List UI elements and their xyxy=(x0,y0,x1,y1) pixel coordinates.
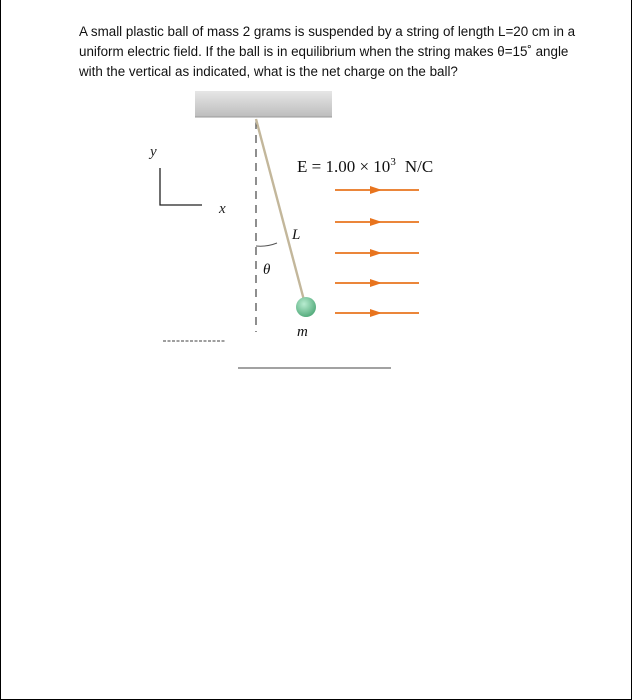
field-label-exponent: 3 xyxy=(390,156,396,168)
length-label: L xyxy=(292,227,301,243)
question-line-1: A small plastic ball of mass 2 grams is suspended by a string of length L=20 cm in a xyxy=(79,24,576,39)
angle-arc xyxy=(256,243,277,246)
axes-indicator xyxy=(160,168,202,205)
mass-label: m xyxy=(297,324,308,340)
field-arrows xyxy=(335,186,419,317)
axis-y-label: y xyxy=(150,144,157,160)
axis-x-label: x xyxy=(219,201,226,217)
field-arrow-4-head xyxy=(370,279,382,287)
field-label-unit: N/C xyxy=(404,157,434,176)
field-arrow-2-head xyxy=(370,218,382,226)
field-label xyxy=(297,156,433,176)
question-line-2: uniform electric field. If the ball is in equilibrium when the string makes θ=15˚ angle xyxy=(79,44,569,59)
question-line-3: with the vertical as indicated, what is the net charge on the ball? xyxy=(79,64,458,79)
field-label-prefix: E = 1.00 × 10 xyxy=(297,157,391,176)
charged-ball xyxy=(296,297,316,317)
field-arrow-5-head xyxy=(370,309,382,317)
field-arrow-1-head xyxy=(370,186,382,194)
angle-label: θ xyxy=(263,262,271,278)
ceiling-support xyxy=(195,91,332,117)
field-arrow-3-head xyxy=(370,249,382,257)
